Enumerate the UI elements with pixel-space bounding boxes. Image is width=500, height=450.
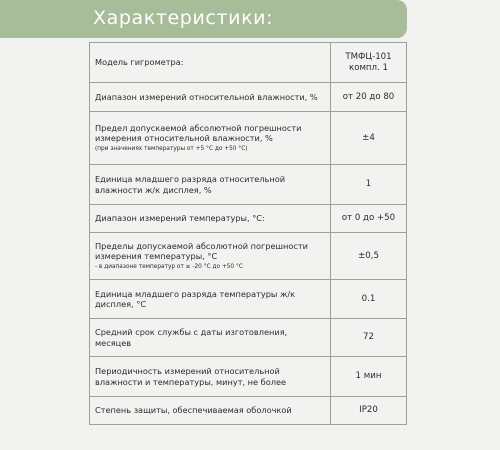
value-cell: 0.1: [331, 280, 407, 319]
table-row: [90, 319, 407, 357]
page-title: Характеристики:: [93, 7, 274, 29]
value-cell: от 20 до 80: [331, 83, 407, 112]
table-row: [90, 280, 407, 319]
table-row: [90, 165, 407, 205]
param-text: Единица младшего разряда относительной влажности ж/к дисплея, %: [95, 174, 286, 195]
value-cell: от 0 до +50: [331, 205, 407, 233]
param-cell: [90, 83, 331, 112]
param-cell: [90, 280, 331, 319]
table-row: [90, 112, 407, 165]
param-cell: [90, 205, 331, 233]
param-text: Степень защиты, обеспечиваемая оболочкой: [95, 405, 292, 416]
param-cell: [90, 397, 331, 425]
param-cell: [90, 319, 331, 357]
value-cell: IP20: [331, 397, 407, 425]
param-text: Модель гигрометра:: [95, 57, 184, 68]
param-cell: [90, 233, 331, 280]
value-cell: ТМФЦ-101 компл. 1: [331, 43, 407, 83]
table-row: [90, 205, 407, 233]
param-cell: [90, 165, 331, 205]
table-row: [90, 397, 407, 425]
param-text: Предел допускаемой абсолютной погрешности измерения относительной влажности, %: [95, 123, 302, 144]
param-text: Диапазон измерений относительной влажности, %: [95, 91, 318, 102]
param-note: (при значениях температуры от +5 °С до +50 °С): [95, 145, 248, 152]
param-text: Единица младшего разряда температуры ж/к дисплея, °С: [95, 288, 296, 309]
value-cell: ±4: [331, 112, 407, 165]
table-row: [90, 233, 407, 280]
param-text: Периодичность измерений относительной влажности и температуры, минут, не более: [95, 366, 287, 387]
param-cell: [90, 112, 331, 165]
value-cell: ±0,5: [331, 233, 407, 280]
param-cell: [90, 43, 331, 83]
value-cell: 1 мин: [331, 357, 407, 397]
value-cell: 72: [331, 319, 407, 357]
table-row: [90, 43, 407, 83]
spec-table: [89, 42, 407, 425]
param-text: Средний срок службы с даты изготовления, месяцев: [95, 327, 288, 348]
table-row: [90, 83, 407, 112]
header-bar: [0, 0, 407, 38]
table-row: [90, 357, 407, 397]
param-cell: [90, 357, 331, 397]
param-text: Диапазон измерений температуры, °С:: [95, 213, 265, 224]
param-text: Пределы допускаемой абсолютной погрешности измерения температуры, °С: [95, 241, 308, 262]
value-cell: 1: [331, 165, 407, 205]
param-note: - в диапазоне температур от ≥ -20 °С до +50 °С: [95, 263, 243, 270]
